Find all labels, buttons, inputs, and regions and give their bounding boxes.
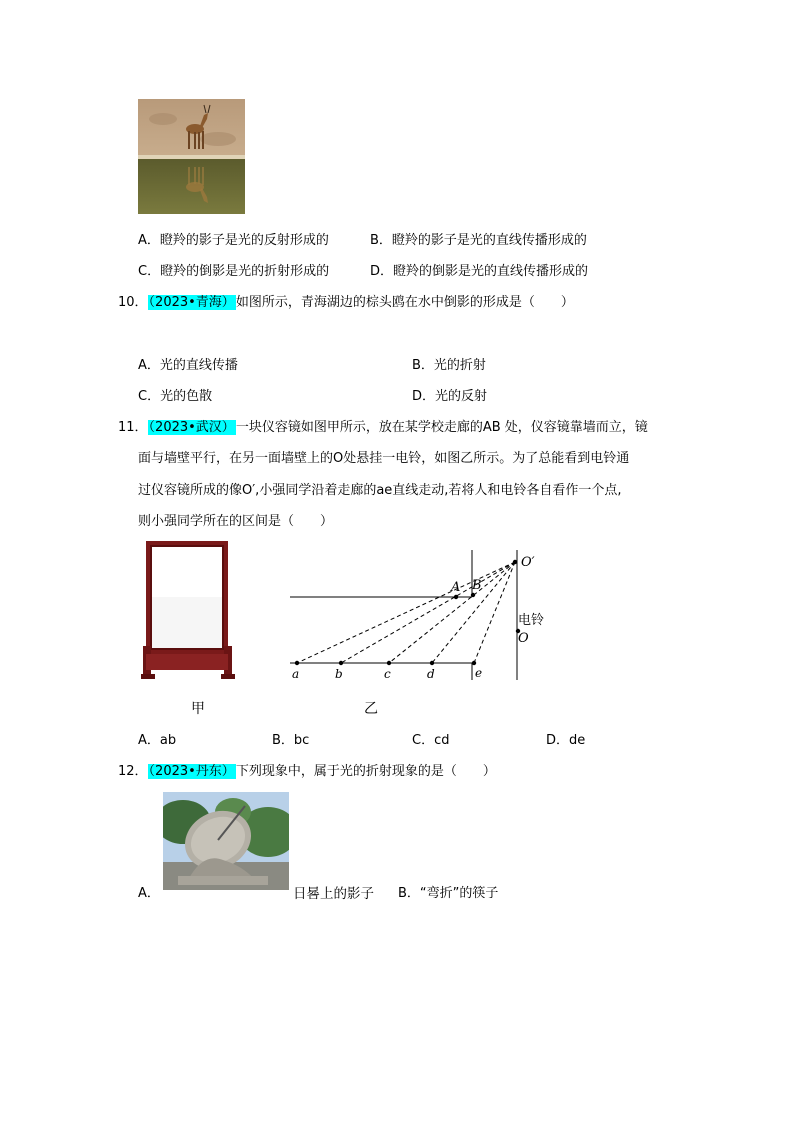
- q11-stem-1: 一块仪容镜如图甲所示，放在某学校走廊的AB 处，仪容镜靠墙而立，镜: [235, 420, 648, 435]
- q12-stem-line: [118, 760, 496, 779]
- point-o-prime: [513, 560, 517, 564]
- label-o-prime: O′: [521, 555, 535, 570]
- q11-stem-line-1: [118, 416, 648, 435]
- q11-option-c: C．cd: [412, 733, 450, 748]
- label-a: a: [292, 667, 300, 681]
- q9-option-c: C．瞪羚的倒影是光的折射形成的: [138, 264, 330, 279]
- q11-stem-line-4: 则小强同学所在的区间是（ ）: [138, 514, 334, 529]
- q10-option-b: B．光的折射: [412, 358, 486, 373]
- q11-option-d: D．de: [546, 733, 586, 748]
- label-a-mirror: A: [451, 580, 461, 595]
- q9-option-b: B．瞪羚的影子是光的直线传播形成的: [370, 233, 587, 248]
- point-e: [472, 661, 476, 665]
- q11-caption-right: 乙: [364, 701, 378, 717]
- q12-option-a-text: 日晷上的影子: [293, 886, 374, 902]
- q12-number: 12．: [118, 764, 148, 779]
- q11-source-tag: （2023•武汉）: [148, 420, 235, 435]
- q11-stem-line-3: 过仪容镜所成的像O′,小强同学沿着走廊的ae直线走动,若将人和电铃各自看作一个点,: [138, 483, 622, 498]
- point-b-mirror: [471, 593, 475, 597]
- point-a: [295, 661, 299, 665]
- dashed-rays: [297, 562, 515, 663]
- q12-option-b: B．“弯折”的筷子: [398, 886, 499, 901]
- q11-stem-line-2: 面与墙壁平行，在另一面墙壁上的O处悬挂一电铃，如图乙所示。为了总能看到电铃通: [138, 451, 630, 466]
- label-d: d: [427, 667, 435, 681]
- point-c: [387, 661, 391, 665]
- q11-caption-left: 甲: [191, 701, 205, 717]
- q11-option-b: B．bc: [272, 733, 310, 748]
- q10-number: 10．: [118, 295, 148, 310]
- gazelle-reflection-photo: [138, 99, 245, 214]
- q12-stem: 下列现象中，属于光的折射现象的是（ ）: [235, 764, 496, 779]
- point-b: [339, 661, 343, 665]
- sundial-photo: [163, 792, 289, 890]
- q10-stem: 如图所示，青海湖边的棕头鸥在水中倒影的形成是（ ）: [235, 295, 574, 310]
- q9-option-a: A．瞪羚的影子是光的反射形成的: [138, 233, 329, 248]
- point-d: [430, 661, 434, 665]
- label-e: e: [475, 666, 483, 680]
- q10-option-a: A．光的直线传播: [138, 358, 238, 373]
- q10-stem-line: [118, 291, 574, 310]
- dressing-mirror-figure: [140, 540, 236, 685]
- label-b-mirror: B: [472, 578, 482, 593]
- label-b: b: [335, 667, 343, 681]
- label-c: c: [384, 667, 391, 681]
- q11-option-a: A．ab: [138, 733, 177, 748]
- label-o-bell: O: [518, 631, 529, 646]
- q10-option-c: C．光的色散: [138, 389, 213, 404]
- q12-option-a-prefix: A．: [138, 886, 160, 901]
- q9-option-d: D．瞪羚的倒影是光的直线传播形成的: [370, 264, 589, 279]
- q12-source-tag: （2023•丹东）: [148, 764, 235, 779]
- point-a-mirror: [454, 595, 458, 599]
- label-bell: 电铃: [518, 613, 545, 628]
- ray-diagram: [285, 545, 550, 685]
- q11-number: 11．: [118, 420, 148, 435]
- q10-source-tag: （2023•青海）: [148, 295, 235, 310]
- q10-option-d: D．光的反射: [412, 389, 488, 404]
